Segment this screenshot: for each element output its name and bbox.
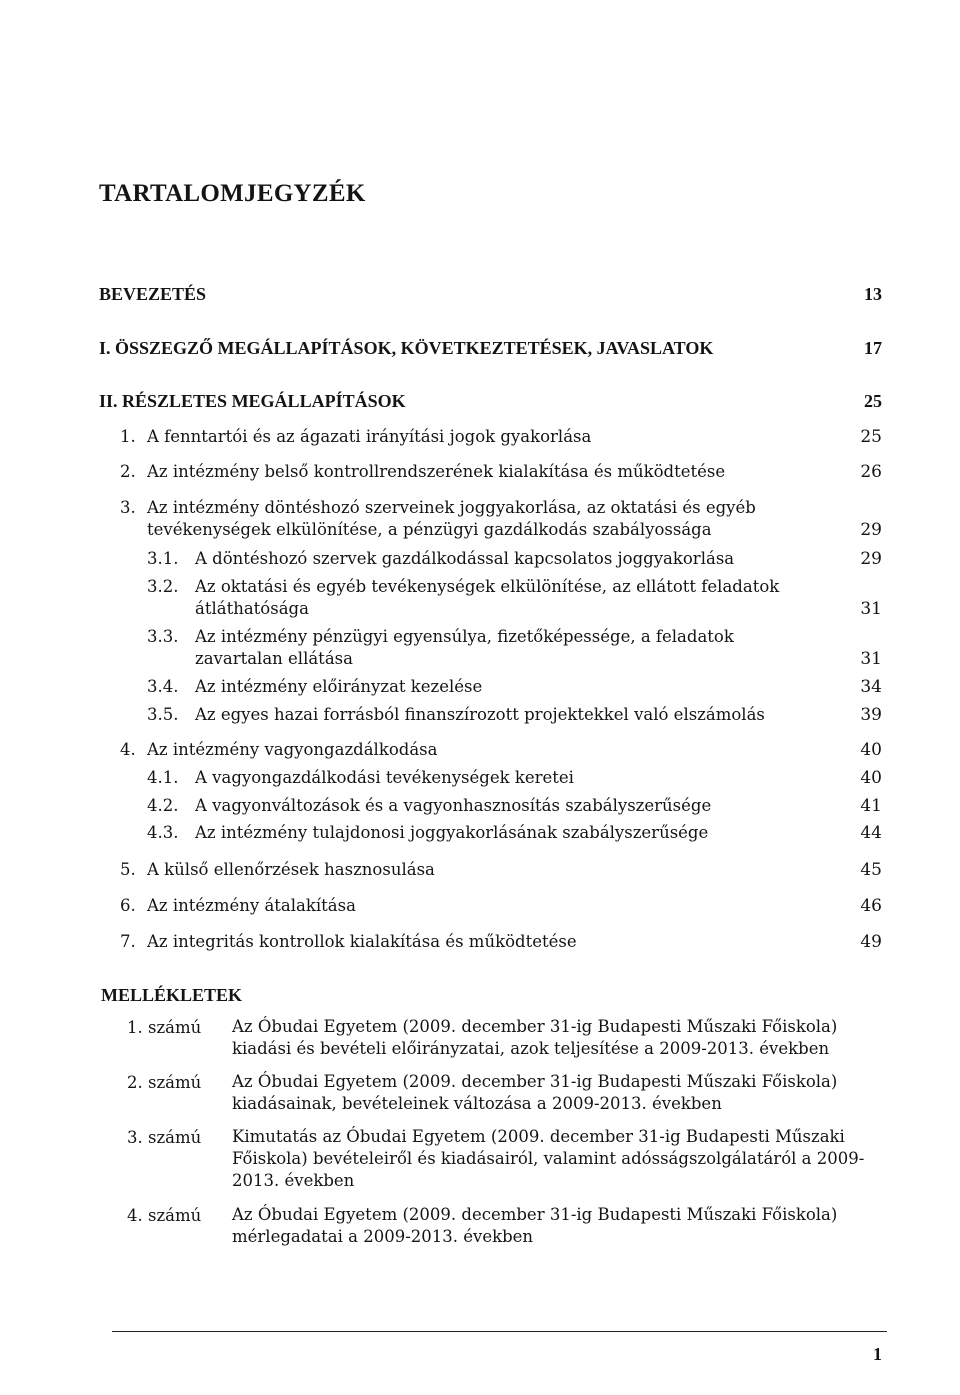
toc-entry-1: A fenntartói és az ágazati irányítási jogok gyakorlása	[147, 427, 592, 446]
toc-page-3-2: 31	[860, 599, 882, 619]
toc-num-4-3: 4.3.	[147, 823, 179, 842]
toc-page-3-1: 29	[860, 549, 882, 569]
toc-entry-4-3: Az intézmény tulajdonosi joggyakorlásának szabályszerűsége	[195, 823, 709, 842]
toc-num-3-5: 3.5.	[147, 705, 179, 724]
toc-entry-section-1: I. ÖSSZEGZŐ MEGÁLLAPÍTÁSOK, KÖVETKEZTETÉSEK, JAVASLATOK	[99, 338, 714, 358]
toc-entry-3-3-line1: Az intézmény pénzügyi egyensúlya, fizetőképessége, a feladatok	[195, 627, 734, 646]
toc-num-2: 2.	[120, 462, 136, 481]
toc-entry-3-line1: Az intézmény döntéshozó szerveinek joggyakorlása, az oktatási és egyéb	[147, 498, 756, 517]
annex-text: Kimutatás az Óbudai Egyetem (2009. december 31-ig Budapesti Műszaki Főiskola) bevételeiről és kiadásairól, valamint adósságszolgálatáról a 2009-2013. években	[232, 1127, 865, 1190]
toc-entry-section-2: II. RÉSZLETES MEGÁLLAPÍTÁSOK	[99, 391, 406, 411]
toc-entry-3-3-line2: zavartalan ellátása	[195, 649, 353, 668]
toc-page-3-3: 31	[860, 649, 882, 669]
toc-page-6: 46	[860, 896, 882, 916]
annex-text: Az Óbudai Egyetem (2009. december 31-ig Budapesti Műszaki Főiskola) mérlegadatai a 2009-2013. években	[232, 1205, 838, 1246]
toc-num-5: 5.	[120, 860, 136, 879]
toc-num-4-2: 4.2.	[147, 796, 179, 815]
toc-entry-6: Az intézmény átalakítása	[147, 896, 356, 915]
toc-entry-3-5: Az egyes hazai forrásból finanszírozott projektekkel való elszámolás	[195, 705, 765, 724]
footer-divider	[112, 1331, 887, 1332]
annex-label: 2. számú	[127, 1073, 202, 1092]
toc-entry-bevezetes: BEVEZETÉS	[99, 284, 207, 304]
toc-page-5: 45	[860, 860, 882, 880]
document-title: TARTALOMJEGYZÉK	[99, 180, 366, 207]
toc-entry-4-1: A vagyongazdálkodási tevékenységek keretei	[195, 768, 574, 787]
annex-label: 1. számú	[127, 1018, 202, 1037]
toc-entry-7: Az integritás kontrollok kialakítása és működtetése	[147, 932, 577, 951]
toc-page-3-4: 34	[860, 677, 882, 697]
toc-num-7: 7.	[120, 932, 136, 951]
toc-entry-3-2-line1: Az oktatási és egyéb tevékenységek elkülönítése, az ellátott feladatok	[195, 577, 780, 596]
toc-entry-3-4: Az intézmény előirányzat kezelése	[195, 677, 483, 696]
toc-page-2: 26	[860, 462, 882, 482]
toc-num-3-4: 3.4.	[147, 677, 179, 696]
toc-num-3-3: 3.3.	[147, 627, 179, 646]
annex-text: Az Óbudai Egyetem (2009. december 31-ig Budapesti Műszaki Főiskola) kiadásainak, bevételeinek változása a 2009-2013. években	[232, 1072, 838, 1113]
toc-num-3-2: 3.2.	[147, 577, 179, 596]
toc-num-3: 3.	[120, 498, 136, 517]
page-number: 1	[873, 1344, 882, 1364]
toc-page-4-3: 44	[860, 823, 882, 843]
annexes-heading: MELLÉKLETEK	[101, 985, 243, 1005]
toc-num-4-1: 4.1.	[147, 768, 179, 787]
toc-page-4-1: 40	[860, 768, 882, 788]
toc-page-4: 40	[860, 740, 882, 760]
toc-page-section-1: 17	[864, 338, 882, 358]
annex-text: Az Óbudai Egyetem (2009. december 31-ig Budapesti Műszaki Főiskola) kiadási és bevételi előirányzatai, azok teljesítése a 2009-2013. években	[232, 1017, 838, 1058]
toc-page-3: 29	[860, 520, 882, 540]
toc-page-1: 25	[860, 427, 882, 447]
toc-page-4-2: 41	[860, 796, 882, 816]
annex-label: 4. számú	[127, 1206, 202, 1225]
toc-page-section-2: 25	[864, 391, 882, 411]
toc-entry-2: Az intézmény belső kontrollrendszerének kialakítása és működtetése	[147, 462, 726, 481]
toc-page-7: 49	[860, 932, 882, 952]
toc-num-4: 4.	[120, 740, 136, 759]
annex-label: 3. számú	[127, 1128, 202, 1147]
toc-num-3-1: 3.1.	[147, 549, 179, 568]
toc-entry-4: Az intézmény vagyongazdálkodása	[147, 740, 438, 759]
toc-num-1: 1.	[120, 427, 136, 446]
toc-entry-3-line2: tevékenységek elkülönítése, a pénzügyi gazdálkodás szabályossága	[147, 520, 712, 539]
toc-entry-5: A külső ellenőrzések hasznosulása	[147, 860, 435, 879]
toc-entry-4-2: A vagyonváltozások és a vagyonhasznosítás szabályszerűsége	[195, 796, 712, 815]
toc-entry-3-2-line2: átláthatósága	[195, 599, 309, 618]
toc-num-6: 6.	[120, 896, 136, 915]
toc-entry-3-1: A döntéshozó szervek gazdálkodással kapcsolatos joggyakorlása	[195, 549, 735, 568]
toc-page-bevezetes: 13	[864, 284, 882, 304]
toc-page-3-5: 39	[860, 705, 882, 725]
